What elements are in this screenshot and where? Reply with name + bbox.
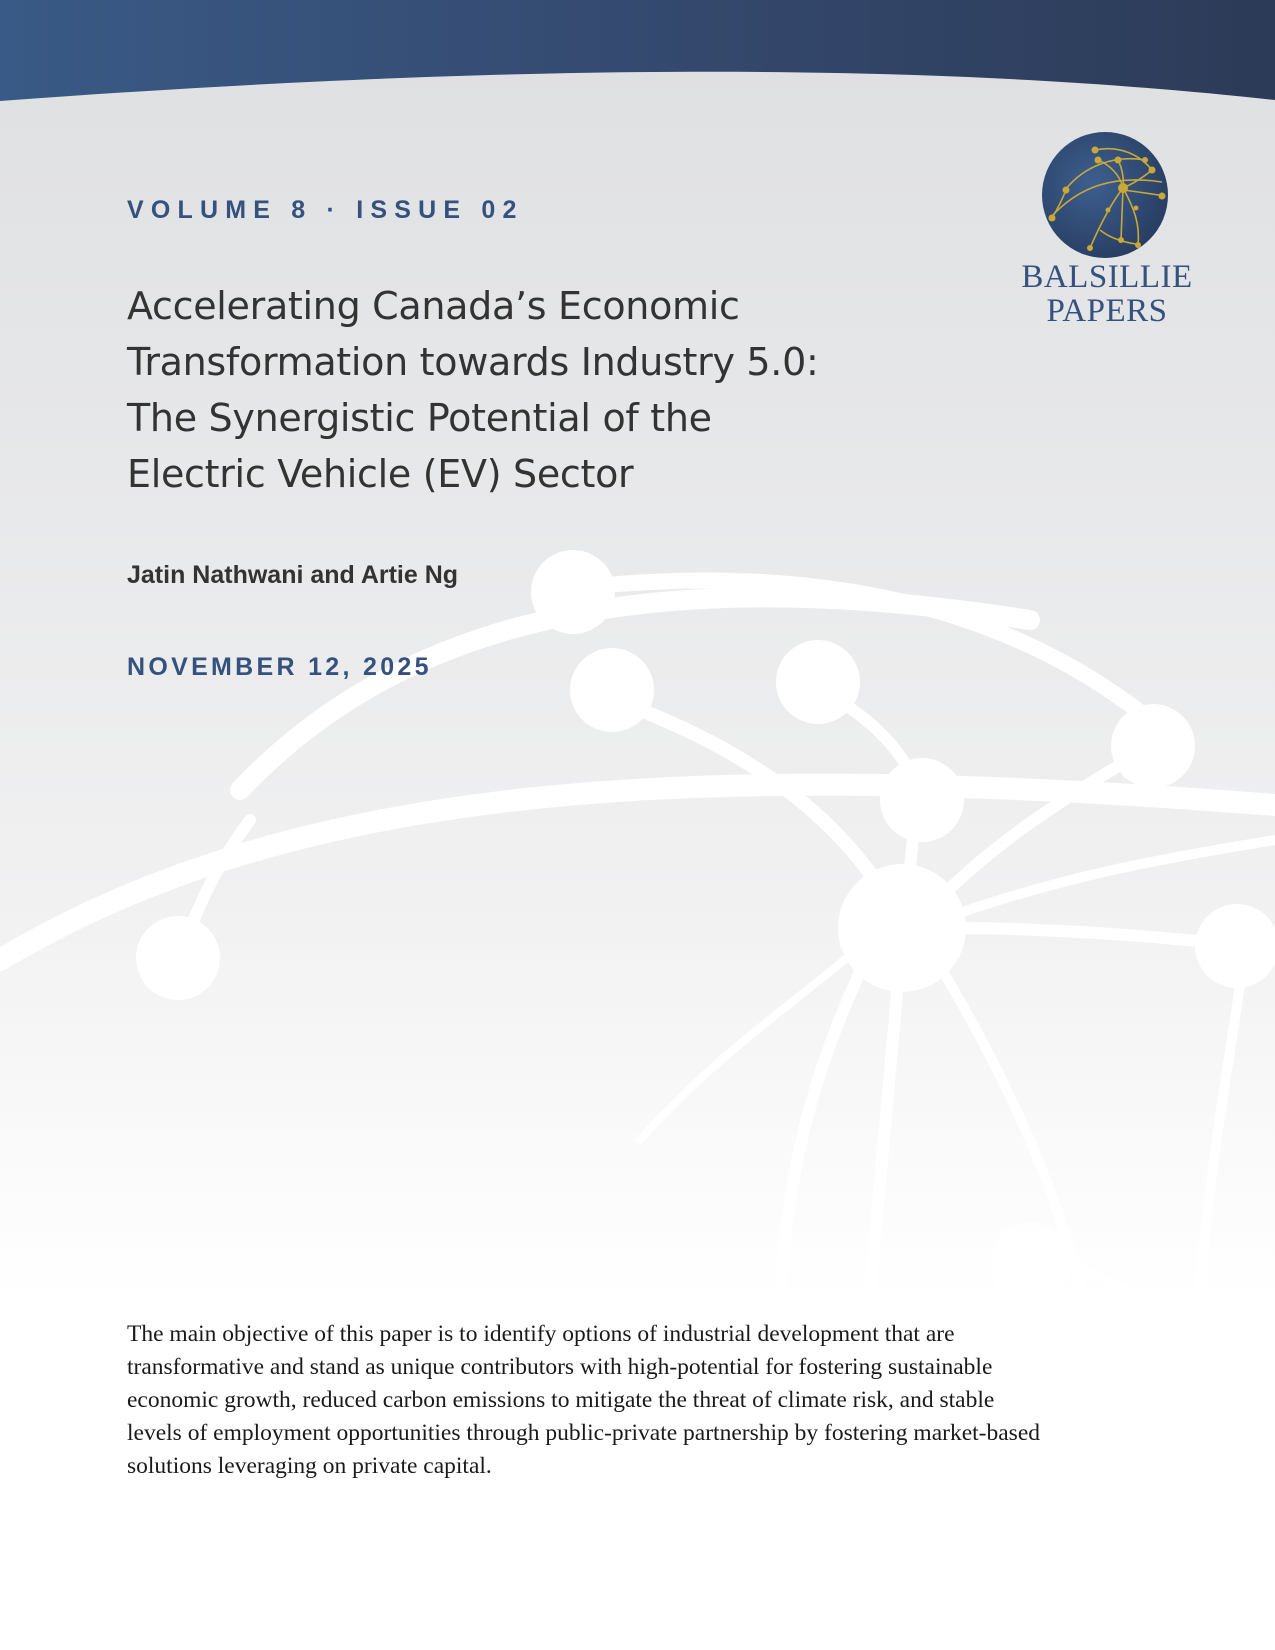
- logo-line-2: PAPERS: [1046, 293, 1168, 329]
- volume-issue-label: VOLUME 8 · ISSUE 02: [127, 196, 524, 224]
- title-line: Electric Vehicle (EV) Sector: [127, 452, 634, 496]
- abstract-line: solutions leveraging on private capital.: [127, 1453, 492, 1479]
- abstract: [127, 1318, 1167, 1483]
- publication-date: NOVEMBER 12, 2025: [127, 653, 432, 681]
- network-globe-icon: [1040, 130, 1170, 260]
- authors: Jatin Nathwani and Artie Ng: [127, 561, 459, 589]
- paper-title: [127, 278, 887, 502]
- title-line: The Synergistic Potential of the: [127, 396, 712, 440]
- abstract-line: economic growth, reduced carbon emissions to mitigate the threat of climate risk, and stable: [127, 1387, 995, 1413]
- logo-wordmark: [1002, 260, 1212, 328]
- title-line: Accelerating Canada’s Economic: [127, 284, 740, 328]
- balsillie-papers-logo: [1002, 130, 1212, 340]
- abstract-line: transformative and stand as unique contributors with high-potential for fostering sustainable: [127, 1354, 993, 1380]
- abstract-line: levels of employment opportunities through public-private partnership by fostering market-based: [127, 1420, 1041, 1446]
- abstract-line: The main objective of this paper is to identify options of industrial development that are: [127, 1321, 955, 1347]
- logo-line-1: BALSILLIE: [1021, 259, 1193, 295]
- title-line: Transformation towards Industry 5.0:: [127, 340, 819, 384]
